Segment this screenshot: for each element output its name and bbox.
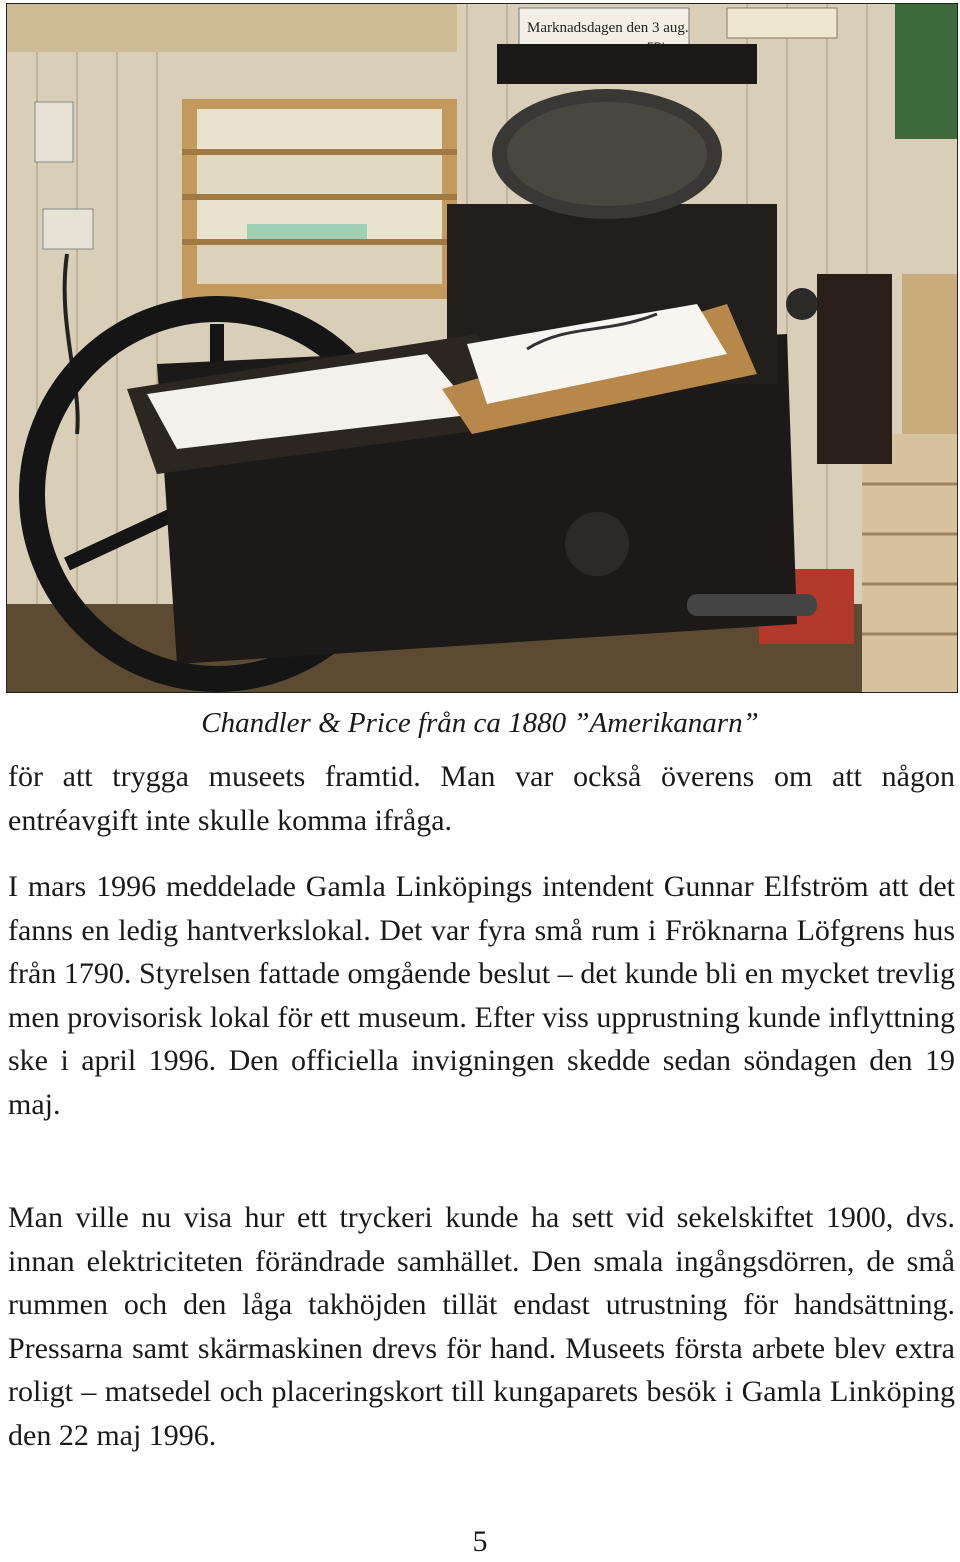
paragraph-3: Man ville nu visa hur ett tryckeri kunde ha sett vid sekelskiftet 1900, dvs. innan elektriciteten förändrade samhället. Den smala ingångsdörren, de små rummen och den låga takhöjden tillät endast utrustning för handsättning. Pressarna samt skärmaskinen drevs för hand. Museets första arbete blev extra roligt – matsedel och placeringskort till kungaparets besök i Gamla Linköping den 22 maj 1996. bbox=[8, 1201, 955, 1452]
printing-press-illustration bbox=[7, 4, 957, 692]
page-number: 5 bbox=[472, 1525, 488, 1558]
paragraph-2: I mars 1996 meddelade Gamla Linköpings intendent Gunnar Elfström att det fanns en ledig hantverkslokal. Det var fyra små rum i Fröknarna Löfgrens hus från 1790. Styrelsen fattade omgående beslut – det kunde bli en mycket trevlig men provisorisk lokal för ett museum. Efter viss upprustning kunde inflyttning ske i april 1996. Den officiella invigningen skedde sedan söndagen den 19 maj. bbox=[8, 870, 955, 1121]
paragraph-1: för att trygga museets framtid. Man var också överens om att någon entréavgift inte skulle komma ifråga. bbox=[8, 760, 955, 837]
photo-caption: Chandler & Price från ca 1880 ”Amerikanarn” bbox=[201, 707, 759, 739]
press-photo bbox=[6, 3, 958, 693]
wall-sign-text: Marknadsdagen den 3 aug. bbox=[527, 20, 689, 36]
